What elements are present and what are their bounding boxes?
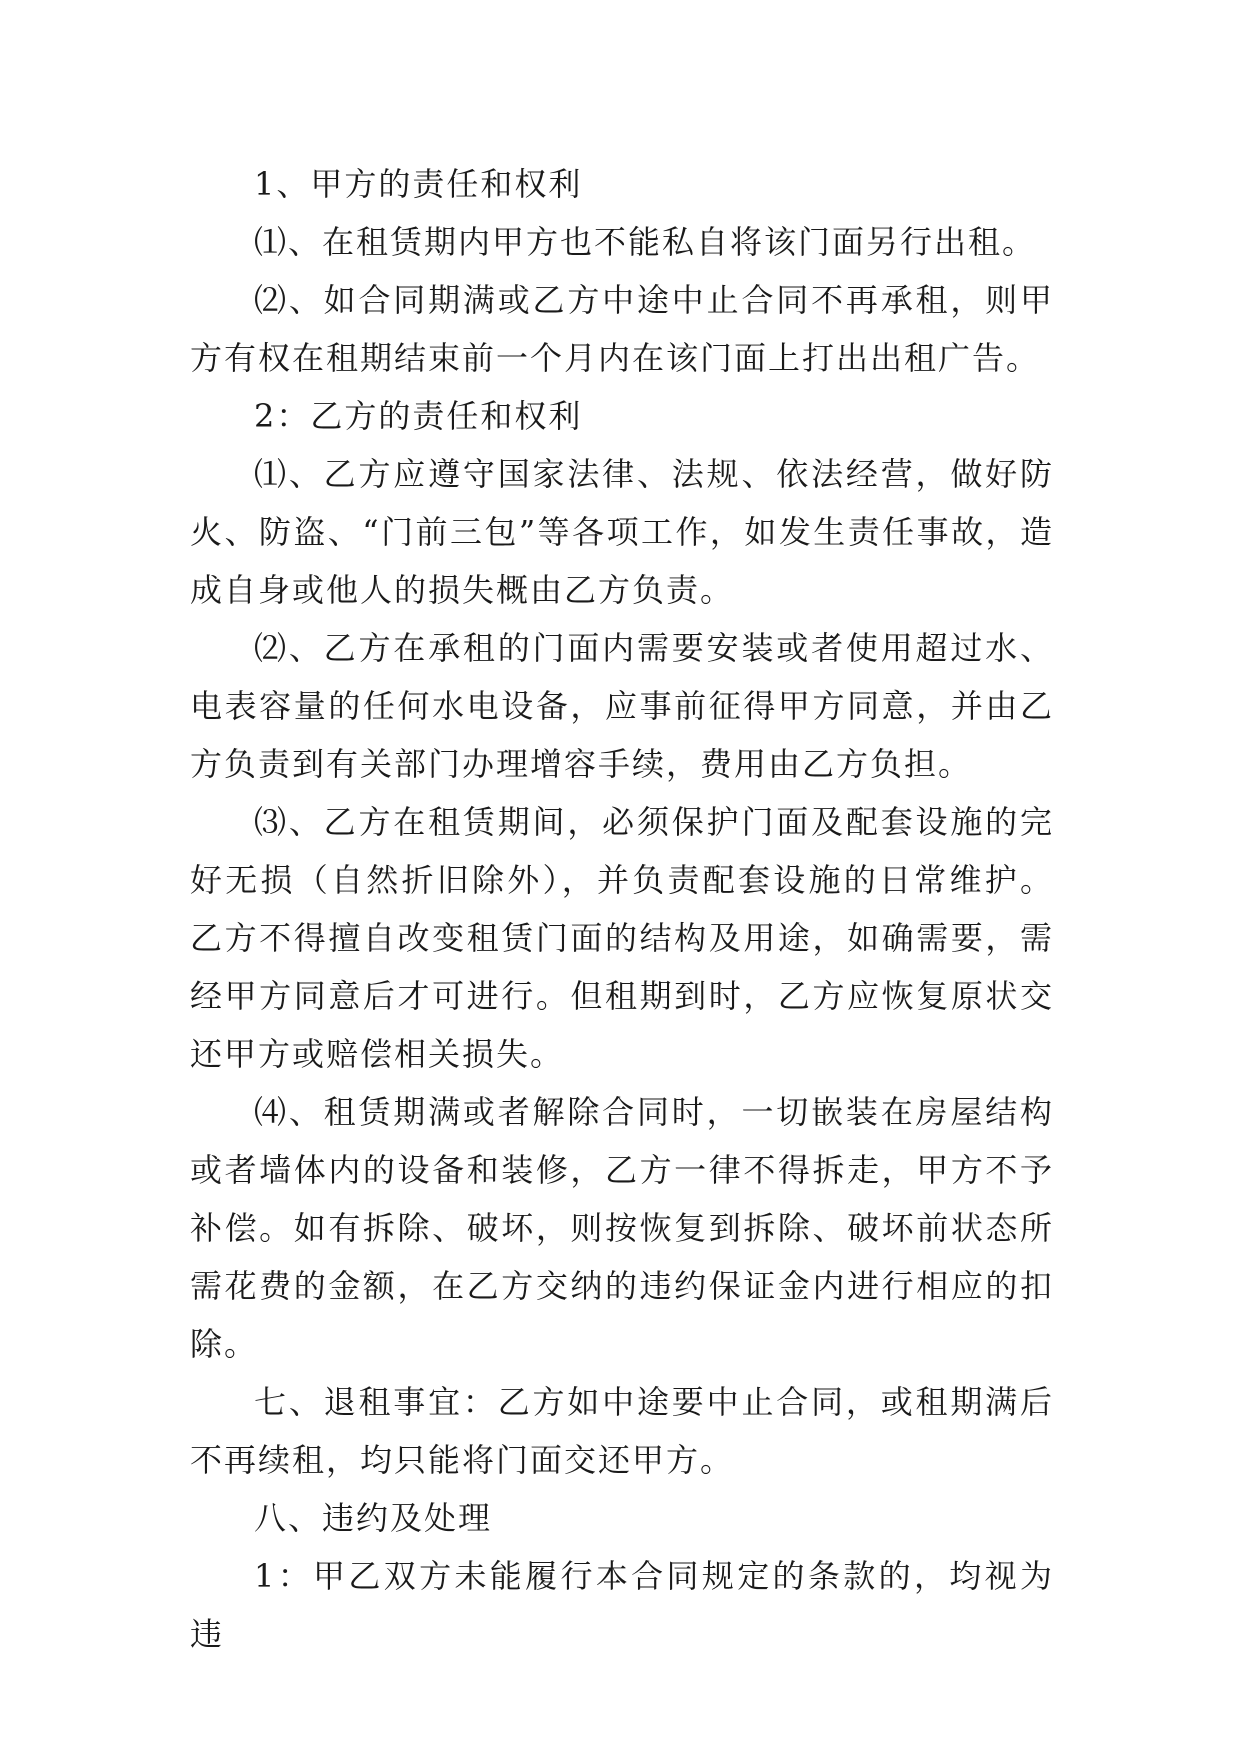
clause-heading-party-a: 1、甲方的责任和权利 — [254, 165, 583, 203]
clause-item: ⑶、乙方在租赁期间，必须保护门面及配套设施的完好无损（自然折旧除外），并负责配套设施的日常维护。乙方不得擅自改变租赁门面的结构及用途，如确需要，需经甲方同意后才可进行。但租期到时，乙方应恢复原状交还甲方或赔偿相关损失。 — [190, 803, 1054, 1073]
clause-item: ⑴、乙方应遵守国家法律、法规、依法经营，做好防火、防盗、“门前三包”等各项工作，如发生责任事故，造成自身或他人的损失概由乙方负责。 — [190, 455, 1054, 609]
clause-item: 1：甲乙双方未能履行本合同规定的条款的，均视为违 — [190, 1557, 1054, 1653]
clause-item: ⑴、在租赁期内甲方也不能私自将该门面另行出租。 — [254, 223, 1037, 261]
clause-item: ⑷、租赁期满或者解除合同时，一切嵌装在房屋结构或者墙体内的设备和装修，乙方一律不得拆走，甲方不予补偿。如有拆除、破坏，则按恢复到拆除、破坏前状态所需花费的金额，在乙方交纳的违约保证金内进行相应的扣除。 — [190, 1093, 1054, 1363]
section-seven-termination: 七、退租事宜：乙方如中途要中止合同，或租期满后不再续租，均只能将门面交还甲方。 — [190, 1383, 1054, 1479]
clause-item: ⑵、如合同期满或乙方中途中止合同不再承租，则甲方有权在租期结束前一个月内在该门面上打出出租广告。 — [190, 281, 1054, 377]
clause-heading-party-b: 2：乙方的责任和权利 — [254, 397, 583, 435]
document-body — [190, 155, 1054, 1663]
clause-item: ⑵、乙方在承租的门面内需要安装或者使用超过水、电表容量的任何水电设备，应事前征得甲方同意，并由乙方负责到有关部门办理增容手续，费用由乙方负担。 — [190, 629, 1054, 783]
section-eight-heading: 八、违约及处理 — [254, 1499, 493, 1537]
